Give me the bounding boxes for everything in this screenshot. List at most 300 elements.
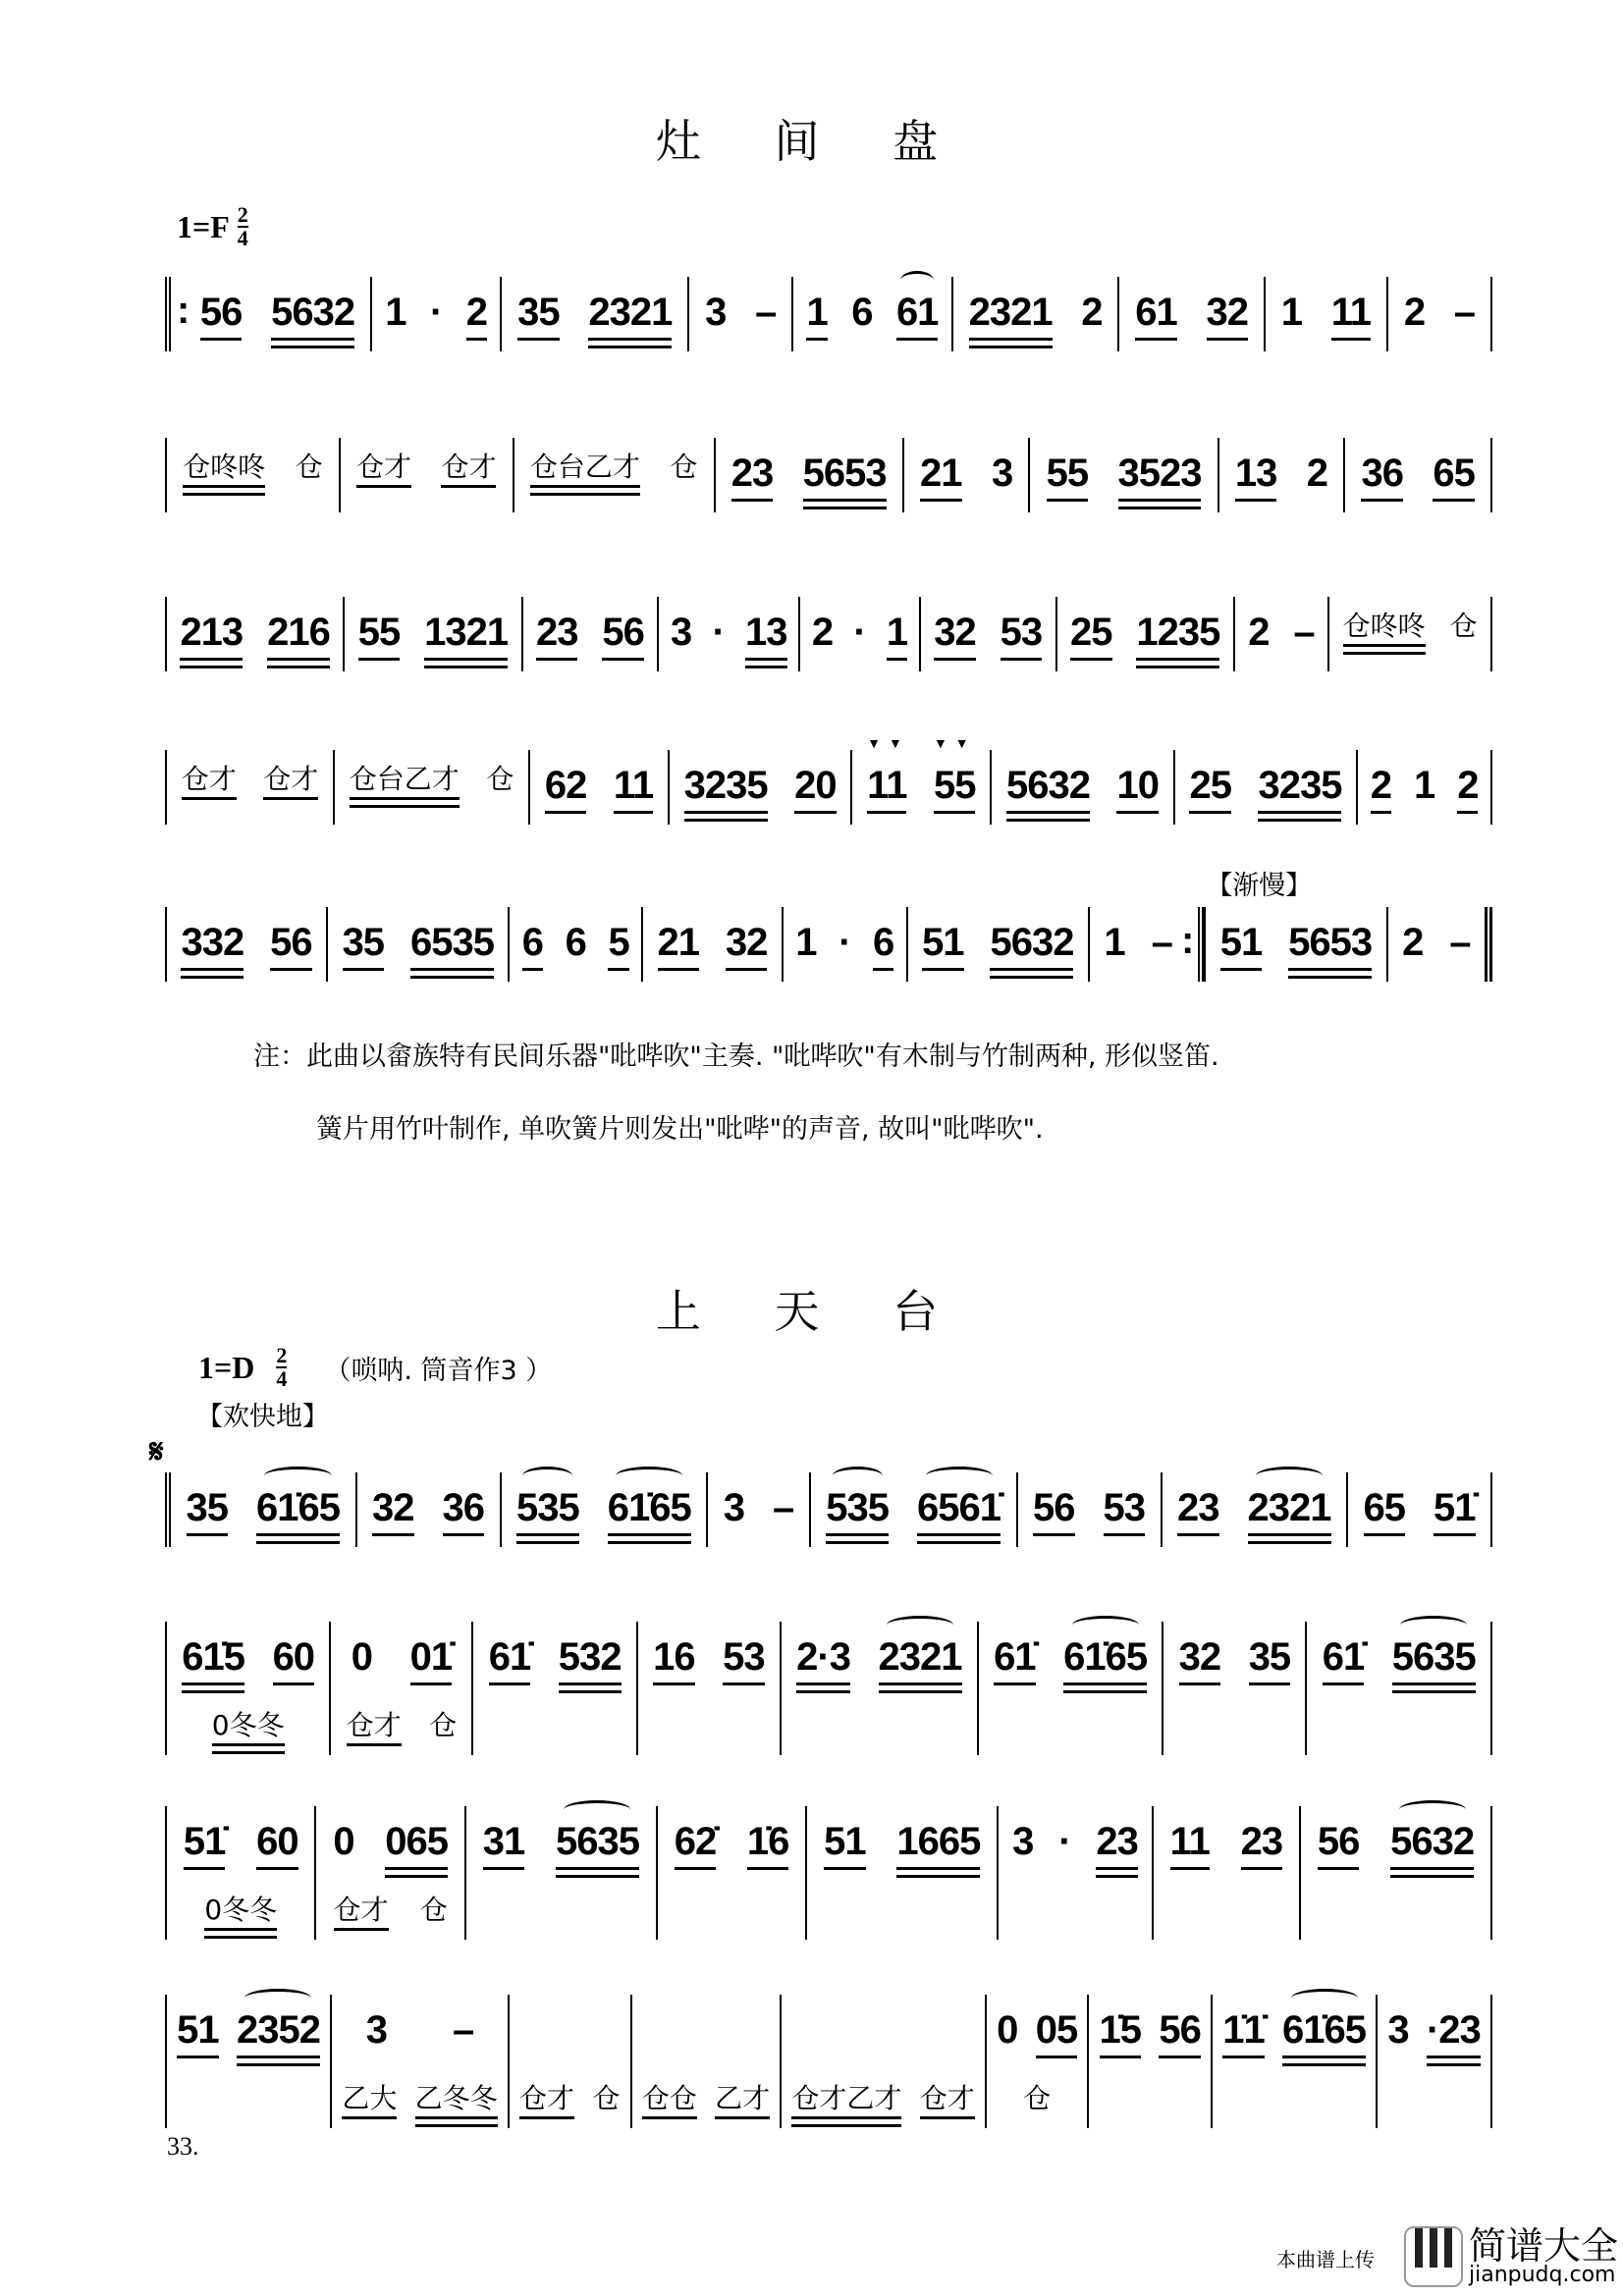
note-group	[705, 277, 726, 338]
measure	[990, 750, 1173, 825]
measure	[355, 1472, 500, 1547]
underline-beam	[180, 658, 243, 661]
measure	[850, 735, 990, 825]
notation-text: 3	[723, 1486, 745, 1529]
melody-line	[1337, 597, 1483, 671]
notation-text: 5632	[271, 291, 355, 334]
underline-beam	[934, 811, 976, 814]
underline-beam	[343, 968, 385, 971]
melody-line	[724, 438, 894, 512]
melody-line	[1273, 277, 1379, 351]
notation-text: 535	[516, 1486, 579, 1529]
underline-beam	[256, 1541, 340, 1544]
melody-line	[175, 750, 325, 825]
measure	[706, 1472, 809, 1547]
underline-beam	[424, 666, 508, 668]
note-group	[1033, 1472, 1075, 1533]
note-group	[1281, 277, 1302, 338]
measure	[1152, 1806, 1299, 1940]
melody-line	[987, 1622, 1155, 1696]
percussion-syllable	[1023, 2069, 1051, 2118]
underline-beam	[271, 346, 354, 348]
underline-beam	[334, 1928, 389, 1931]
melody-line	[1170, 1472, 1339, 1547]
underline-beam	[684, 811, 768, 814]
percussion-line	[340, 2069, 500, 2128]
notation-text: 13	[745, 611, 787, 654]
notation-text: 3523	[1117, 452, 1202, 495]
underline-beam	[516, 1541, 579, 1544]
notation-text: 65	[1433, 452, 1475, 495]
measure	[630, 1995, 781, 2128]
notation-text: 61	[895, 291, 939, 334]
underline-beam	[559, 1690, 622, 1693]
underline-beam	[410, 976, 494, 979]
melody-line	[1366, 750, 1483, 825]
note-group	[1318, 1806, 1360, 1867]
note-group	[443, 1472, 485, 1533]
notation-text: 1	[1280, 291, 1303, 334]
percussion-line	[517, 2069, 622, 2128]
measure	[791, 277, 950, 351]
underline-beam	[212, 1751, 285, 1754]
underline-beam	[342, 2116, 397, 2119]
measure	[471, 1622, 635, 1755]
melody-line	[815, 1806, 989, 1881]
measure	[330, 1995, 508, 2128]
underline-beam	[1258, 819, 1341, 822]
notation-text: 51̇	[183, 1820, 226, 1863]
underline-beam	[1288, 968, 1372, 971]
note-group	[1457, 750, 1478, 811]
note-group	[1361, 438, 1403, 499]
melody-line	[929, 597, 1048, 671]
underline-beam	[1100, 2056, 1142, 2058]
note-group	[608, 1472, 691, 1533]
note-group	[803, 438, 887, 499]
notation-text: 6	[851, 291, 873, 334]
note-group	[1070, 597, 1112, 658]
measure	[1343, 438, 1492, 512]
note-group	[536, 597, 578, 658]
underline-beam	[530, 493, 640, 496]
note-group	[724, 1472, 744, 1533]
notation-text: 61̇65	[256, 1486, 340, 1529]
slur-mark	[1291, 1989, 1358, 2007]
time-top: 2	[276, 1343, 288, 1367]
measure	[165, 1806, 314, 1940]
measure	[809, 1472, 1016, 1547]
note-group	[920, 438, 962, 499]
melody-line	[1227, 438, 1336, 512]
percussion-line	[324, 1881, 456, 1940]
notation-text: 乙冬冬	[414, 2082, 498, 2114]
underline-beam	[922, 968, 964, 971]
notation-text: 乙大	[342, 2082, 398, 2114]
underline-beam	[1457, 811, 1478, 814]
melody-line	[677, 750, 843, 825]
slur-mark	[887, 1616, 953, 1634]
notation-text: 仓	[1023, 2082, 1052, 2114]
measure	[782, 907, 906, 982]
underline-beam	[896, 1867, 980, 1870]
notation-text: 5632	[1005, 764, 1090, 807]
slur-mark	[244, 1989, 311, 2007]
melody-line	[1396, 277, 1483, 351]
note-group	[723, 1622, 765, 1682]
underline-beam	[1070, 658, 1112, 661]
notation-text: 61̇65	[1282, 2008, 1367, 2052]
note-group	[922, 907, 964, 968]
note-group	[1118, 438, 1202, 499]
notation-text: 61̇	[488, 1635, 531, 1679]
underline-beam	[1177, 1533, 1219, 1536]
underline-beam	[969, 346, 1053, 348]
note-group	[806, 277, 827, 338]
underline-beam	[642, 2116, 697, 2119]
notation-text: 5	[608, 921, 629, 964]
note-group	[873, 907, 893, 968]
measure	[1088, 907, 1204, 982]
underline-beam	[530, 485, 640, 488]
underline-beam	[658, 968, 700, 971]
note-group	[994, 1622, 1036, 1682]
underline-beam	[796, 1682, 850, 1685]
note-group	[755, 277, 776, 338]
underline-beam	[796, 1690, 850, 1693]
note-group	[1331, 277, 1371, 338]
underline-beam	[1427, 2056, 1481, 2058]
underline-beam	[934, 658, 976, 661]
notation-text: 35	[342, 921, 385, 964]
underline-beam	[1318, 1867, 1360, 1870]
measure	[528, 750, 668, 825]
notation-text: 3	[1012, 1820, 1034, 1863]
note-group	[1449, 907, 1470, 968]
underline-beam	[187, 1533, 229, 1536]
melody-line	[175, 1622, 321, 1696]
underline-beam	[410, 1682, 453, 1685]
melody-line	[961, 277, 1110, 351]
slur-mark	[1399, 1800, 1466, 1819]
measure	[657, 597, 798, 671]
notation-text: 532	[558, 1635, 622, 1679]
note-group	[1392, 1622, 1476, 1682]
notation-text: 2	[1306, 452, 1328, 495]
note-group	[824, 1806, 866, 1867]
notation-text: 1665	[896, 1820, 981, 1863]
notation-text: 23	[1240, 1820, 1283, 1863]
melody-line	[697, 277, 784, 351]
notation-text: 2	[1403, 291, 1426, 334]
notation-text: 5635	[555, 1820, 639, 1863]
underline-beam	[1323, 1682, 1365, 1685]
percussion-syllable	[204, 1881, 277, 1930]
notation-text: 仓	[1449, 610, 1478, 642]
underline-beam	[483, 1867, 525, 1870]
measure	[1173, 750, 1357, 825]
percussion-syllable	[356, 438, 411, 487]
notation-text: 55	[1046, 452, 1089, 495]
notation-text: 21	[920, 452, 962, 495]
underline-beam	[824, 1867, 866, 1870]
song1-title: 灶 间 盘	[655, 115, 968, 168]
melody-line	[819, 1472, 1008, 1547]
score-system	[165, 735, 1492, 825]
measure	[687, 277, 791, 351]
melody-line	[646, 1622, 772, 1696]
melody-line	[1171, 1622, 1297, 1696]
underline-beam	[184, 1867, 226, 1870]
note-group	[1387, 1995, 1408, 2056]
underline-beam	[1371, 811, 1391, 814]
measure	[1211, 1995, 1376, 2128]
melody-line	[175, 597, 335, 671]
underline-beam	[990, 968, 1073, 971]
notation-text: 6561̇	[917, 1486, 1001, 1529]
notation-text: 51̇	[1434, 1486, 1476, 1529]
notation-text: 56	[1033, 1486, 1075, 1529]
underline-beam	[385, 1875, 448, 1878]
notation-text: 2321	[968, 291, 1053, 334]
notation-text: 51	[177, 2008, 219, 2052]
notation-text: 2	[811, 611, 834, 654]
score-system	[165, 1806, 1492, 1940]
notation-text: 2	[1457, 764, 1479, 807]
note-group	[372, 1472, 414, 1533]
notation-text: 32	[934, 611, 976, 654]
underline-beam	[608, 968, 628, 971]
notation-text: 60	[256, 1820, 298, 1863]
notation-text: 10	[1116, 764, 1159, 807]
note-group	[1220, 907, 1263, 968]
notation-text: 35	[517, 291, 560, 334]
notation-text: 32	[372, 1486, 414, 1529]
notation-text: 1	[1413, 764, 1435, 807]
underline-beam	[867, 811, 906, 814]
underline-beam	[443, 1533, 485, 1536]
slur-mark	[1256, 1467, 1323, 1485]
note-group	[333, 1806, 353, 1867]
notation-text: 仓才	[333, 1894, 389, 1926]
notation-text: 32	[1178, 1635, 1221, 1679]
notation-text: 13	[1234, 452, 1277, 495]
melody-line	[1214, 907, 1378, 982]
notation-text: 25	[1189, 764, 1231, 807]
measure	[500, 1472, 707, 1547]
underline-beam	[1096, 1867, 1138, 1870]
notation-text: 35	[1248, 1635, 1291, 1679]
notation-text: 0冬冬	[204, 1894, 278, 1926]
notation-text: 36	[442, 1486, 484, 1529]
note-group	[851, 277, 872, 338]
notation-text: 51	[824, 1820, 866, 1863]
melody-line	[1183, 750, 1349, 825]
note-group	[410, 907, 494, 968]
underline-beam	[410, 968, 494, 971]
underline-beam	[1249, 1682, 1291, 1685]
measure	[1386, 277, 1492, 351]
song2-title: 上 天 台	[655, 1285, 968, 1338]
notation-text: 23	[1177, 1486, 1219, 1529]
underline-beam	[489, 1682, 531, 1685]
note-group	[1081, 277, 1102, 338]
song2-key-signature	[198, 1345, 552, 1390]
note-group	[182, 1622, 244, 1682]
note-group	[181, 907, 243, 968]
percussion-line	[175, 1696, 321, 1755]
note-group	[745, 597, 787, 658]
score-system	[165, 277, 1492, 351]
notation-text: 32	[725, 921, 768, 964]
notation-text: 332	[181, 921, 244, 964]
melody-line	[340, 1995, 500, 2069]
percussion-line	[789, 2069, 977, 2128]
notation-text: 56	[1159, 2008, 1201, 2052]
notation-text: 20	[794, 764, 837, 807]
note-group	[1454, 277, 1475, 338]
measure	[326, 907, 508, 982]
melody-line	[1385, 1995, 1483, 2069]
measure	[1376, 1995, 1492, 2128]
underline-beam	[715, 2116, 770, 2119]
underline-beam	[1392, 1682, 1476, 1685]
notation-text: 01̇	[409, 1635, 453, 1679]
note-group	[1390, 1806, 1474, 1867]
percussion-syllable	[592, 2069, 620, 2118]
notation-text: 62̇	[674, 1820, 717, 1863]
melody-line	[324, 1806, 456, 1881]
measure	[1299, 1806, 1492, 1940]
percussion-syllable	[263, 750, 318, 799]
notation-text: 16	[653, 1635, 695, 1679]
notation-text: 53	[1000, 611, 1043, 654]
notation-text: 1321	[424, 611, 509, 654]
measure	[714, 438, 902, 512]
underline-beam	[675, 1867, 717, 1870]
notation-text: 仓台乙才	[349, 763, 460, 795]
underline-beam	[803, 507, 887, 509]
notation-text: 1235	[1136, 611, 1220, 654]
underline-beam	[684, 819, 768, 822]
measure	[906, 907, 1088, 982]
melody-line	[1065, 597, 1225, 671]
note-group	[483, 1806, 525, 1867]
percussion-syllable	[519, 2069, 574, 2118]
measure	[333, 750, 528, 825]
notation-text: 23	[1096, 1820, 1138, 1863]
note-group	[489, 1622, 531, 1682]
notation-text: ·23	[1426, 2008, 1481, 2052]
melody-line	[175, 1806, 306, 1881]
note-group	[1058, 1806, 1070, 1867]
underline-beam	[559, 1682, 622, 1685]
measure	[165, 1472, 355, 1547]
note-group	[1179, 1622, 1221, 1682]
note-group	[1258, 750, 1341, 811]
notation-text: 2321	[588, 291, 673, 334]
underline-beam	[182, 1690, 244, 1693]
underline-beam	[1241, 1867, 1283, 1870]
underline-beam	[183, 485, 265, 488]
underline-beam	[263, 797, 318, 800]
notation-text: 535	[826, 1486, 890, 1529]
measure	[951, 277, 1118, 351]
note-group	[1012, 1806, 1033, 1867]
notation-text: 5653	[1288, 921, 1373, 964]
underline-beam	[466, 338, 487, 341]
notation-text: 56	[270, 921, 312, 964]
melody-line	[1026, 1472, 1153, 1547]
note-line-1: 注：此曲以畲族特有民间乐器"吡哔吹"主奏. "吡哔吹"有木制与竹制两种, 形似竖笛.	[253, 1041, 1219, 1072]
notation-text: 仓咚咚	[1342, 610, 1426, 642]
note-group	[517, 277, 560, 338]
percussion-syllable	[420, 1881, 448, 1930]
underline-beam	[350, 805, 460, 808]
notation-text: 11	[1169, 1820, 1210, 1863]
underline-beam	[920, 499, 962, 502]
logo-en: jianpudq.com	[1469, 2263, 1616, 2287]
notation-text: –	[1293, 611, 1315, 654]
underline-beam	[1159, 2056, 1201, 2058]
note-group	[366, 1995, 387, 2056]
notation-text: 61̇	[1322, 1635, 1365, 1679]
note-group	[410, 1622, 453, 1682]
underline-beam	[237, 2056, 320, 2058]
measure	[641, 907, 782, 982]
underline-beam	[182, 1682, 244, 1685]
slur-mark	[1072, 1616, 1139, 1634]
measure	[1055, 597, 1233, 671]
underline-beam	[917, 1541, 1001, 1544]
melody-line	[791, 907, 898, 982]
underline-beam	[180, 666, 243, 668]
notation-text: 2	[1370, 764, 1391, 807]
underline-beam	[1427, 2063, 1481, 2066]
notation-text: 53	[1103, 1486, 1146, 1529]
measure	[165, 438, 339, 512]
underline-beam	[614, 811, 653, 814]
notation-text: 0	[351, 1635, 372, 1679]
notation-text: 仓咚咚	[183, 451, 266, 483]
notation-text: ·	[712, 611, 725, 654]
note-group	[1100, 1995, 1142, 2056]
melody-line	[640, 1995, 773, 2069]
key: 1=F	[177, 208, 230, 244]
percussion-syllable	[1449, 597, 1477, 646]
notation-text: 仓才	[263, 763, 319, 795]
notation-text: 仓	[429, 1709, 458, 1741]
percussion-syllable	[183, 438, 265, 487]
melody-line	[1006, 1806, 1144, 1881]
notation-text: 2321	[1247, 1486, 1331, 1529]
percussion-syllable	[182, 750, 237, 799]
melody-line	[789, 1622, 969, 1696]
note-group	[1371, 750, 1391, 811]
note-group	[385, 277, 406, 338]
underline-beam	[424, 658, 508, 661]
note-group	[1159, 1995, 1201, 2056]
underline-beam	[177, 2056, 219, 2058]
notation-text: 56	[199, 291, 243, 334]
underline-beam	[267, 658, 330, 661]
note-group	[1207, 277, 1249, 338]
measure	[1356, 750, 1492, 825]
score-system	[165, 597, 1492, 671]
notation-text: 6	[521, 921, 543, 964]
measure	[165, 750, 333, 825]
notation-text: 5653	[802, 452, 887, 495]
